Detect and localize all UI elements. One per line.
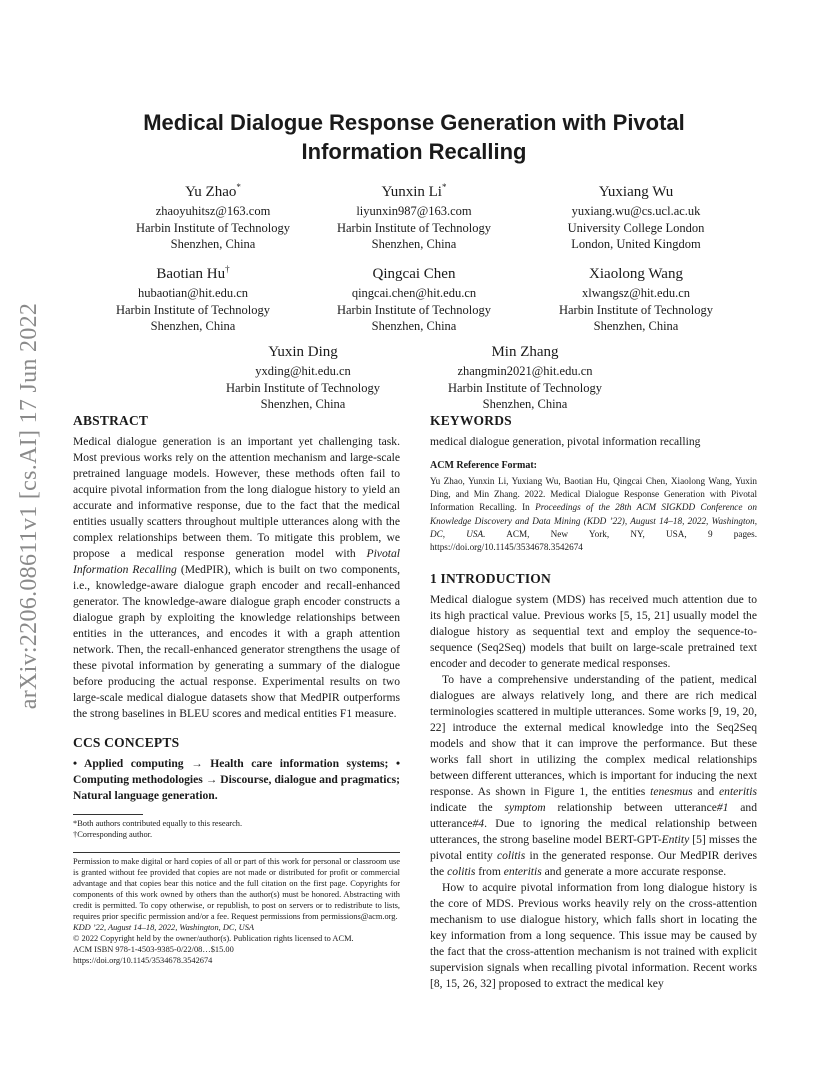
author-affiliation: Harbin Institute of Technology bbox=[115, 302, 271, 317]
author-email: yuxiang.wu@cs.ucl.ac.uk bbox=[571, 204, 701, 218]
acm-ref-text: Yu Zhao, Yunxin Li, Yuxiang Wu, Baotian Hu, Qingcai Chen, Xiaolong Wang, Yuxin Ding, and Min Zhang. 2022. Medical Dialogue Response Generation with Pivotal Information Recalling. In Proceedings of the 28th ACM SIGKDD Conference on Knowledge Discovery and Data Mining (KDD ’22), August 14–18, 2022, Washington, DC, USA. ACM, New York, NY, USA, 9 pages. https://doi.org/10.1145/3534678.3542674 bbox=[430, 476, 758, 553]
author-name: Yunxin Li bbox=[381, 184, 442, 200]
author-card bbox=[294, 260, 534, 335]
keywords-text: medical dialogue generation, pivotal information recalling bbox=[430, 435, 701, 448]
author-location: Shenzhen, China bbox=[371, 237, 457, 251]
ccs-text: • Applied computing → Health care information systems; • Computing methodologies → Discourse, dialogue and pragmatics; Natural language generation. bbox=[73, 757, 400, 802]
author-name: Yuxin Ding bbox=[268, 344, 338, 360]
ccs-heading: CCS CONCEPTS bbox=[73, 735, 180, 750]
abstract-text: Medical dialogue generation is an important yet challenging task. Most previous works rely on the attention mechanism and large-scale pretrained language models. However, these methods often fail to acquire pivotal information from the long dialogue history to yield an accurate and informative response, due to the fact that the medical entities usually scatters throughout multiple utterances along with the complex relationships between them. To mitigate this problem, we propose a medical response generation model with Pivotal Information Recalling (MedPIR), which is built on two components, i.e., knowledge-aware dialogue graph encoder and recall-enhanced generator. The knowledge-aware dialogue graph encoder constructs a dialogue graph by exploiting the knowledge relationships between entities in the utterances, and encodes it with a graph attention network. Then, the recall-enhanced generator strengthens the usage of these pivotal information by generating a summary of the dialogue before producing the actual response. Experimental results on two large-scale medical dialogue datasets show that MedPIR outperforms the strong baselines in BLEU scores and medical entities F1 measure. bbox=[73, 435, 400, 720]
author-location: Shenzhen, China bbox=[371, 319, 457, 333]
author-name: Yu Zhao bbox=[185, 184, 237, 200]
doi-line: https://doi.org/10.1145/3534678.3542674 bbox=[73, 956, 213, 965]
footnote-corresponding: †Corresponding author. bbox=[73, 830, 153, 839]
author-affiliation: Harbin Institute of Technology bbox=[135, 220, 291, 235]
author-mark: * bbox=[441, 182, 447, 192]
copyright-line: © 2022 Copyright held by the owner/author(s). Publication rights licensed to ACM. bbox=[73, 934, 354, 943]
author-name: Yuxiang Wu bbox=[598, 184, 674, 200]
author-affiliation: Harbin Institute of Technology bbox=[336, 302, 492, 317]
author-affiliation: Harbin Institute of Technology bbox=[447, 380, 603, 395]
author-location: Shenzhen, China bbox=[260, 397, 346, 411]
author-location: Shenzhen, China bbox=[170, 237, 256, 251]
author-name: Baotian Hu bbox=[156, 266, 226, 282]
permission-notice: Permission to make digital or hard copies of all or part of this work for personal or classroom use is granted without fee provided that copies are not made or distributed for profit or commercial advantage and that copies bear this notice and the full citation on the first page. Copyrights for components of this work owned by others than the author(s) must be honored. Abstracting with credit is permitted. To copy otherwise, or republish, to post on servers or to redistribute to lists, requires prior specific permission and/or a fee. Request permissions from permissions@acm.org. bbox=[73, 857, 400, 921]
footnote-equal-contribution: *Both authors contributed equally to this research. bbox=[73, 819, 243, 828]
arxiv-stamp: arXiv:2206.08611v1 [cs.AI] 17 Jun 2022 bbox=[16, 302, 42, 710]
author-email: hubaotian@hit.edu.cn bbox=[137, 286, 249, 300]
permission-rule bbox=[73, 852, 400, 853]
author-card bbox=[405, 338, 645, 413]
author-card bbox=[516, 260, 756, 335]
author-name: Qingcai Chen bbox=[372, 266, 456, 282]
author-card bbox=[183, 338, 423, 413]
author-card bbox=[294, 178, 534, 253]
author-location: Shenzhen, China bbox=[593, 319, 679, 333]
author-affiliation: University College London bbox=[567, 220, 705, 235]
right-column bbox=[430, 412, 757, 992]
author-location: London, United Kingdom bbox=[571, 237, 701, 251]
author-mark: † bbox=[225, 264, 230, 274]
author-location: Shenzhen, China bbox=[482, 397, 568, 411]
author-location: Shenzhen, China bbox=[150, 319, 236, 333]
author-email: liyunxin987@163.com bbox=[356, 204, 472, 218]
arxiv-stamp-container bbox=[8, 296, 54, 716]
acm-ref-heading: ACM Reference Format: bbox=[430, 460, 537, 471]
author-card bbox=[73, 260, 313, 335]
author-mark: * bbox=[236, 182, 241, 192]
intro-heading: 1 INTRODUCTION bbox=[430, 571, 551, 587]
author-affiliation: Harbin Institute of Technology bbox=[558, 302, 714, 317]
author-affiliation: Harbin Institute of Technology bbox=[336, 220, 492, 235]
author-affiliation: Harbin Institute of Technology bbox=[225, 380, 381, 395]
paper-title: Medical Dialogue Response Generation with Pivotal Information Recalling bbox=[143, 110, 685, 164]
author-email: zhangmin2021@hit.edu.cn bbox=[457, 364, 593, 378]
author-email: xlwangsz@hit.edu.cn bbox=[581, 286, 690, 300]
author-card bbox=[516, 178, 756, 253]
footnote-rule bbox=[73, 814, 143, 815]
isbn-line: ACM ISBN 978-1-4503-9385-0/22/08…$15.00 bbox=[73, 945, 234, 954]
author-name: Xiaolong Wang bbox=[589, 266, 683, 282]
intro-paragraph-1: Medical dialogue system (MDS) has received much attention due to its high practical value. Previous works [5, 15, 21] usually model the dialogue history as sequential text and employ the sequence-to-sequence (Seq2Seq) models that built on large-scale pretrained text encoder and decoder to generate medical responses. bbox=[430, 593, 757, 671]
venue-line: KDD ’22, August 14–18, 2022, Washington, DC, USA bbox=[73, 923, 255, 932]
author-email: qingcai.chen@hit.edu.cn bbox=[351, 286, 477, 300]
left-column bbox=[73, 412, 400, 966]
keywords-heading: KEYWORDS bbox=[430, 413, 512, 428]
author-email: yxding@hit.edu.cn bbox=[255, 364, 351, 378]
author-email: zhaoyuhitsz@163.com bbox=[155, 204, 271, 218]
abstract-heading: ABSTRACT bbox=[73, 413, 149, 428]
author-name: Min Zhang bbox=[491, 344, 559, 360]
intro-paragraph-3: How to acquire pivotal information from long dialogue history is the core of MDS. Previous works heavily rely on the cross-attention mechanism to use dialogue history, which falls short in locating the key information from a long sequence. This issue may be caused by the fact that the cross-attention mechanism is not trained with explicit supervision signals when recalling pivotal information. Recent works [8, 15, 26, 32] proposed to extract the medical key bbox=[430, 881, 757, 991]
intro-paragraph-2: To have a comprehensive understanding of the patient, medical dialogues are always relatively long, and there are rich medical terminologies scattered in multiple utterances. Some works [9, 19, 20, 22] introduce the external medical knowledge into the Seq2Seq models and show that it can improve the performance. But these works fall short in utilizing the complex medical relationships between different utterances, which is important for inducing the next response. As shown in Figure 1, the entities tenesmus and enteritis indicate the symptom relationship between utterance#1 and utterance#4. Due to ignoring the medical relationship between utterances, the strong baseline model BERT-GPT-Entity [5] misses the pivotal entity colitis in the generated response. Our MedPIR derives the colitis from enteritis and generate a more accurate response. bbox=[430, 673, 757, 879]
